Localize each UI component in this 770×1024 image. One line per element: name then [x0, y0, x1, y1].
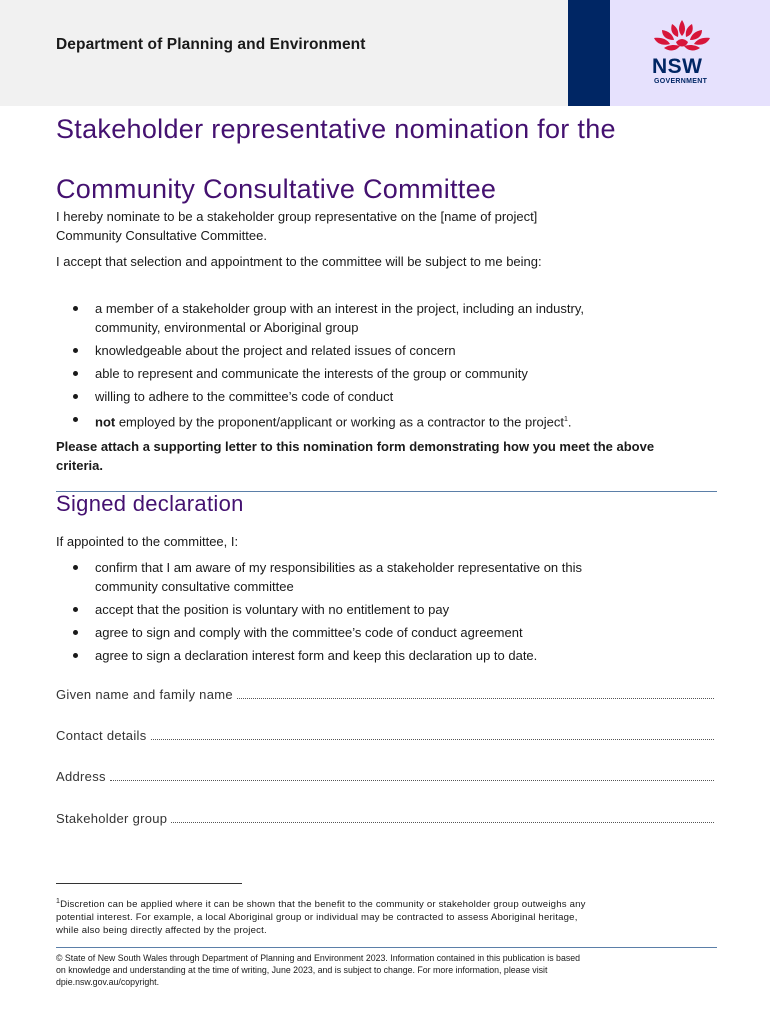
address-input-line[interactable]: [110, 771, 714, 781]
stakeholder-group-field-label: Stakeholder group: [56, 811, 168, 826]
contact-field[interactable]: [56, 728, 714, 743]
bullet-icon: [73, 630, 78, 635]
intro-line2: Community Consultative Committee.: [56, 228, 267, 243]
list-item: knowledgeable about the project and related issues of concern: [56, 341, 716, 360]
stakeholder-group-input-line[interactable]: [171, 813, 714, 823]
contact-input-line[interactable]: [151, 730, 715, 740]
section-heading-declaration: Signed declaration: [56, 491, 244, 516]
nsw-wordmark: NSW: [652, 55, 703, 78]
bullet-icon: [73, 348, 78, 353]
bullet-icon: [73, 653, 78, 658]
list-item: willing to adhere to the committee’s code of conduct: [56, 387, 716, 406]
stakeholder-group-field[interactable]: [56, 811, 714, 826]
waratah-icon: [650, 18, 714, 58]
address-field[interactable]: [56, 769, 714, 784]
copyright-notice: © State of New South Wales through Department of Planning and Environment 2023. Information contained in this publication is based on knowledge and understanding at the time of writing, June 2023, and is subject to change. For more information, please visit dpie.nsw.gov.au/copyright.: [56, 952, 716, 988]
header-accent-bar: [568, 0, 610, 106]
list-item: confirm that I am aware of my responsibilities as a stakeholder representative on this community consultative committee: [56, 558, 716, 596]
accept-text: I accept that selection and appointment to the committee will be subject to me being:: [56, 254, 542, 269]
list-item: agree to sign a declaration interest form and keep this declaration up to date.: [56, 646, 716, 665]
attach-note: Please attach a supporting letter to this nomination form demonstrating how you meet the above criteria.: [56, 439, 655, 473]
bullet-icon: [73, 371, 78, 376]
footnote-ref: 1: [563, 416, 568, 423]
copyright-link[interactable]: dpie.nsw.gov.au/copyright.: [56, 977, 160, 987]
footnote-divider: [56, 883, 242, 884]
list-item: not employed by the proponent/applicant or working as a contractor to the project$^1$.: [56, 410, 716, 431]
copyright-divider: [56, 947, 717, 948]
footnote-mark: 1: [56, 898, 61, 905]
contact-field-label: Contact details: [56, 728, 147, 743]
declaration-intro: If appointed to the committee, I:: [56, 534, 239, 549]
footnote: $^1$Discretion can be applied where it can be shown that the benefit to the community or stakeholder group outweighs any potential interest. For example, a local Aboriginal group or individual may be contracted to assess Aboriginal heritage, while also being directly affected by the project.: [56, 898, 586, 937]
address-field-label: Address: [56, 769, 106, 784]
government-wordmark: GOVERNMENT: [654, 78, 708, 85]
bullet-icon: [73, 394, 78, 399]
name-field-label: Given name and family name: [56, 687, 233, 702]
name-field[interactable]: [56, 687, 714, 702]
bullet-icon: [73, 607, 78, 612]
declaration-list: [56, 558, 716, 669]
page-title-line1: Stakeholder representative nomination for the: [56, 114, 616, 144]
criteria-list: [56, 299, 716, 435]
bullet-icon: [73, 417, 78, 422]
bullet-icon: [73, 565, 78, 570]
intro-line1: I hereby nominate to be a stakeholder group representative on the [name of project]: [56, 209, 538, 224]
department-name: Department of Planning and Environment: [56, 36, 366, 53]
list-item: a member of a stakeholder group with an interest in the project, including an industry, community, environmental or Aboriginal group: [56, 299, 716, 337]
name-input-line[interactable]: [237, 689, 714, 699]
bullet-icon: [73, 306, 78, 311]
list-item: able to represent and communicate the interests of the group or community: [56, 364, 716, 383]
page-title-line2: Community Consultative Committee: [56, 174, 497, 204]
intro-text: [56, 207, 537, 245]
list-item: agree to sign and comply with the committee’s code of conduct agreement: [56, 623, 716, 642]
list-item: accept that the position is voluntary with no entitlement to pay: [56, 600, 716, 619]
